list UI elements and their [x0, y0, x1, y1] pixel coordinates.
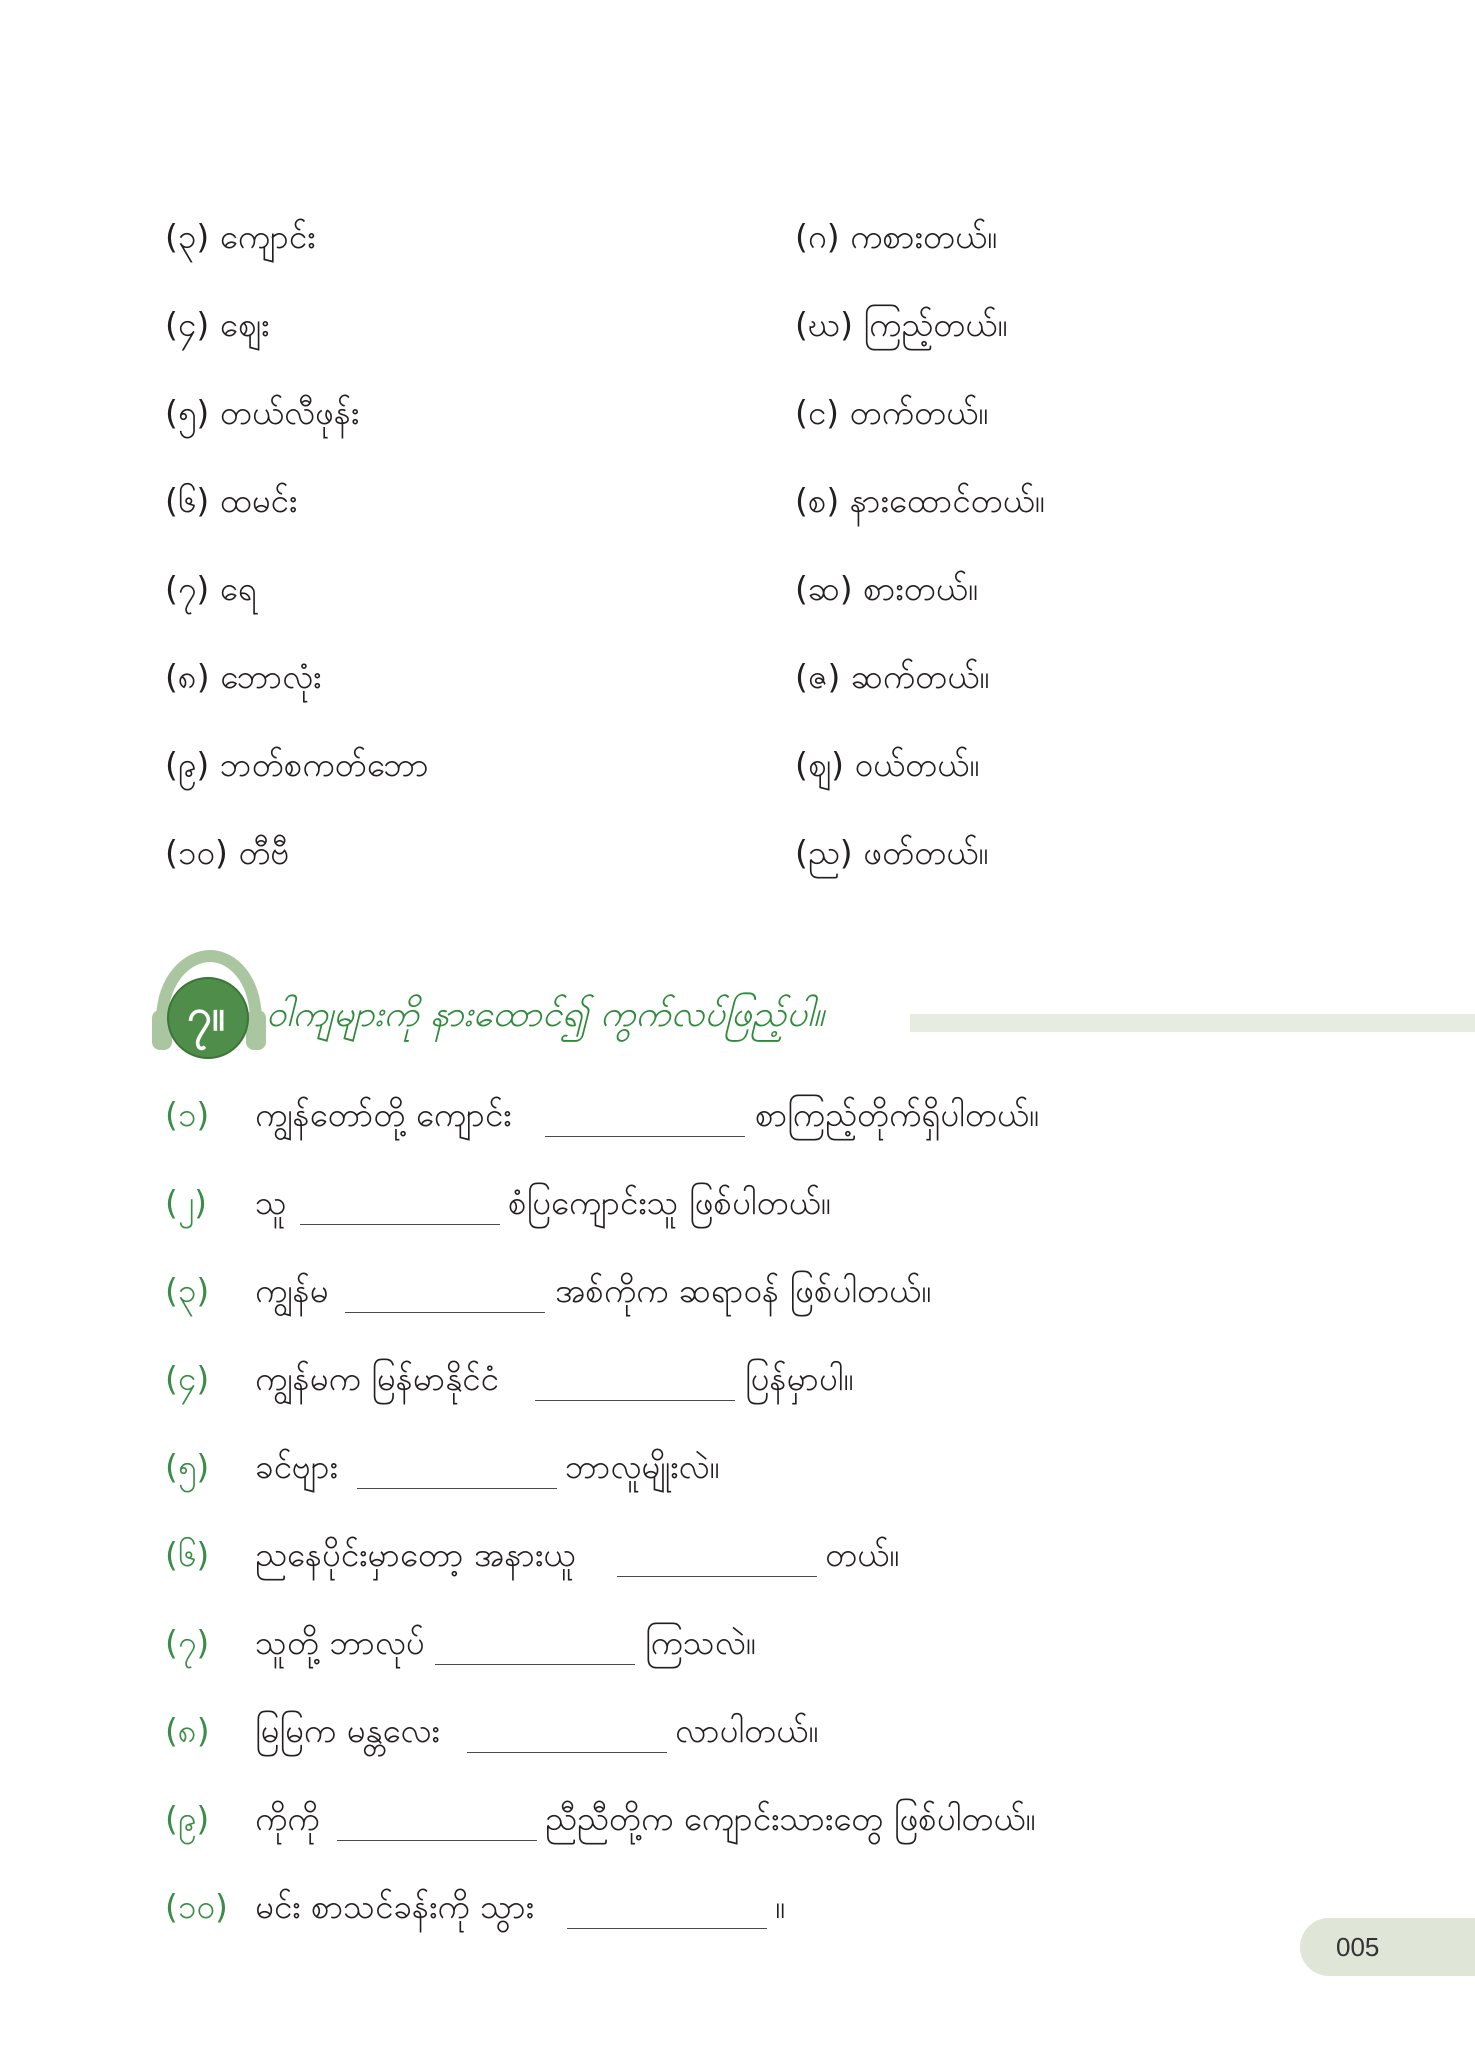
match-left-item: (၇) ရေ	[165, 569, 257, 608]
answer-blank[interactable]	[545, 1136, 745, 1137]
exercise-text-before: ကိုကို	[255, 1799, 320, 1838]
exercise-row	[0, 1618, 1475, 1668]
exercise-text-after: တယ်။	[825, 1535, 900, 1574]
exercise-text-after: စာကြည့်တိုက်ရှိပါတယ်။	[755, 1095, 1039, 1134]
answer-blank[interactable]	[467, 1752, 667, 1753]
match-left-item: (၆) ထမင်း	[165, 481, 298, 520]
exercise-number: (၅)	[165, 1447, 210, 1486]
exercise-text-before: သူ	[255, 1183, 287, 1222]
exercise-row	[0, 1266, 1475, 1316]
answer-blank[interactable]	[567, 1928, 767, 1929]
match-left-item: (၁၀) တီဗီ	[165, 833, 290, 872]
match-right-item: (ဇ) ဆက်တယ်။	[795, 657, 990, 696]
answer-blank[interactable]	[345, 1312, 545, 1313]
exercise-number: (၂)	[165, 1183, 207, 1222]
exercise-text-after: ဘာလူမျိုးလဲ။	[565, 1447, 720, 1486]
match-left-item: (၃) ကျောင်း	[165, 217, 316, 256]
exercise-text-before: ကျွန်မက မြန်မာနိုင်ငံ	[255, 1359, 499, 1398]
exercise-text-after: စံပြကျောင်းသူ ဖြစ်ပါတယ်။	[508, 1183, 831, 1222]
matching-list	[0, 0, 1475, 900]
answer-blank[interactable]	[617, 1576, 817, 1577]
exercise-number: (၆)	[165, 1535, 210, 1574]
exercise-text-before: ကျွန်တော်တို့ ကျောင်း	[255, 1095, 512, 1134]
exercise-row	[0, 1706, 1475, 1756]
exercise-text-before: ကျွန်မ	[255, 1271, 329, 1310]
match-left-item: (၅) တယ်လီဖုန်း	[165, 393, 360, 432]
exercise-row	[0, 1794, 1475, 1844]
exercise-row	[0, 1354, 1475, 1404]
exercise-text-after: အစ်ကိုက ဆရာဝန် ဖြစ်ပါတယ်။	[555, 1271, 932, 1310]
exercise-row	[0, 1178, 1475, 1228]
exercise-number: (၁)	[165, 1095, 210, 1134]
exercise-number: (၉)	[165, 1799, 210, 1838]
match-right-item: (င) တက်တယ်။	[795, 393, 989, 432]
match-left-item: (၉) ဘတ်စကတ်ဘော	[165, 745, 429, 784]
page-number: 005	[1336, 1932, 1380, 1962]
exercise-list	[0, 1090, 1475, 1990]
section-number: ၇။	[186, 990, 226, 1041]
section-title: ဝါကျများကို နားထောင်၍ ကွက်လပ်ဖြည့်ပါ။	[266, 994, 825, 1035]
exercise-text-after: လာပါတယ်။	[675, 1711, 819, 1750]
exercise-number: (၁၀)	[165, 1887, 228, 1926]
exercise-row	[0, 1882, 1475, 1932]
exercise-text-before: ညနေပိုင်းမှာတော့ အနားယူ	[255, 1535, 576, 1574]
exercise-number: (၄)	[165, 1359, 210, 1398]
match-right-item: (ည) ဖတ်တယ်။	[795, 833, 989, 872]
exercise-text-after: ပြန်မှာပါ။	[745, 1359, 854, 1398]
exercise-text-before: မင်း စာသင်ခန်းကို သွား	[255, 1887, 535, 1926]
exercise-text-after: ကြသလဲ။	[645, 1623, 756, 1662]
exercise-text-before: သူတို့ ဘာလုပ်	[255, 1623, 425, 1662]
exercise-text-after: ။	[775, 1887, 785, 1926]
header-band	[910, 1014, 1475, 1032]
exercise-number: (၃)	[165, 1271, 210, 1310]
match-right-item: (ဂ) ကစားတယ်။	[795, 217, 998, 256]
match-left-item: (၄) ဈေး	[165, 305, 270, 344]
answer-blank[interactable]	[337, 1840, 537, 1841]
match-right-item: (ဈ) ဝယ်တယ်။	[795, 745, 980, 784]
page-number-tab	[1300, 1918, 1475, 1976]
exercise-row	[0, 1090, 1475, 1140]
exercise-number: (၈)	[165, 1711, 210, 1750]
match-right-item: (ဃ) ကြည့်တယ်။	[795, 305, 1008, 344]
exercise-text-before: မြမြက မန္တလေး	[255, 1711, 440, 1750]
section-header	[148, 948, 1328, 1078]
exercise-row	[0, 1442, 1475, 1492]
exercise-text-before: ခင်ဗျား	[255, 1447, 338, 1486]
exercise-row	[0, 1530, 1475, 1580]
answer-blank[interactable]	[435, 1664, 635, 1665]
match-right-item: (စ) နားထောင်တယ်။	[795, 481, 1045, 520]
match-right-item: (ဆ) စားတယ်။	[795, 569, 978, 608]
answer-blank[interactable]	[357, 1488, 557, 1489]
match-left-item: (၈) ဘောလုံး	[165, 657, 322, 696]
exercise-number: (၇)	[165, 1623, 210, 1662]
exercise-text-after: ညီညီတို့က ကျောင်းသားတွေ ဖြစ်ပါတယ်။	[545, 1799, 1036, 1838]
answer-blank[interactable]	[535, 1400, 735, 1401]
answer-blank[interactable]	[300, 1224, 500, 1225]
